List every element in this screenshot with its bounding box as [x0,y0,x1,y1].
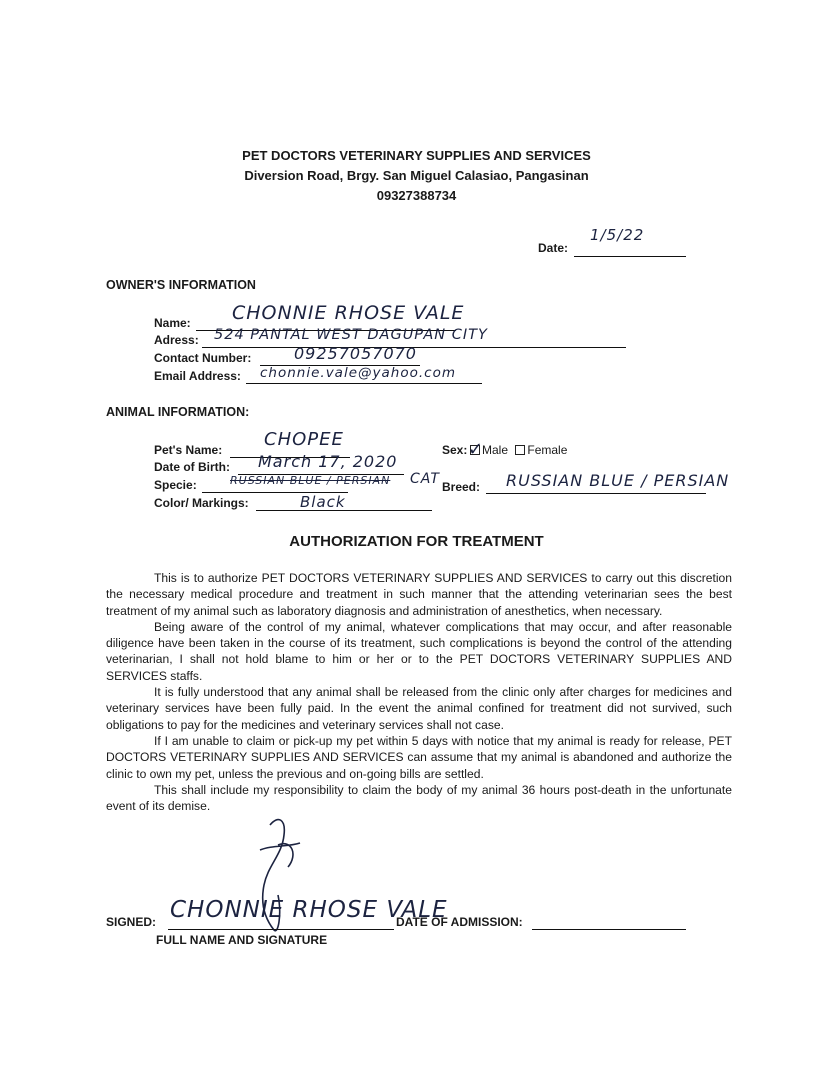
contact-number-label: Contact Number: [154,351,252,365]
sex-female-checkbox[interactable] [515,445,525,455]
owner-address-label: Adress: [154,333,199,347]
date-field[interactable] [538,226,688,260]
paragraph: If I am unable to claim or pick-up my pet within 5 days with notice that my animal is ready for release, PET DOCTORS VETERINARY SUPPLIES AND SERVICES can assume that my animal is abandoned and authorize the clinic to own my pet, unless the previous and on-going bills are settled. [106,733,732,781]
date-of-admission-label: DATE OF ADMISSION: [396,915,523,929]
dob-label: Date of Birth: [154,460,230,474]
specie-value: CAT [410,471,440,487]
color-markings-value: Black [300,493,346,511]
breed-label: Breed: [442,480,481,494]
sex-male-label: Male [482,443,509,457]
animal-info-heading: ANIMAL INFORMATION: [106,405,250,419]
sex-male-checkbox[interactable] [468,439,484,459]
paragraph: This is to authorize PET DOCTORS VETERINARY SUPPLIES AND SERVICES to carry out this discretion the necessary medical procedure and treatment in such manner that the attending veterinarian sees the best treatment of my animal such as laboratory diagnosis and administration of anesthetics, when necessary. [106,571,732,618]
full-name-and-signature-label: FULL NAME AND SIGNATURE [156,933,328,947]
signature-row [106,895,706,955]
paragraph: It is fully understood that any animal shall be released from the clinic only after charges for medicines and veterinary services have been fully paid. In the event the animal confined for treatment did not survived, such obligations to pay for the medicines and veterinary services shall not case. [106,685,732,732]
pet-name-value: CHOPEE [264,429,344,450]
contact-number-value: 09257057070 [294,344,417,363]
sex-label: Sex: [442,443,468,457]
signed-label: SIGNED: [106,915,157,929]
pet-name-label: Pet's Name: [154,443,223,457]
signed-line[interactable] [168,929,394,930]
email-address-line[interactable] [246,383,482,384]
dob-value: March 17, 2020 [258,452,398,471]
color-markings-label: Color/ Markings: [154,496,249,510]
owner-info-heading: OWNER'S INFORMATION [106,278,256,292]
clinic-phone: 09327388734 [376,188,457,203]
date-label: Date: [538,241,569,255]
authorization-body [106,570,732,814]
paragraph: This shall include my responsibility to claim the body of my animal 36 hours post-death in the unfortunate event of its demise. [106,782,732,814]
date-line [574,256,686,257]
owner-name-value: CHONNIE RHOSE VALE [232,302,465,324]
email-address-value: chonnie.vale@yahoo.com [260,365,456,381]
breed-line[interactable] [486,493,706,494]
signed-value: CHONNIE RHOSE VALE [170,897,448,923]
check-mark-icon: ✓ [468,439,484,459]
specie-label: Specie: [154,478,197,492]
specie-struck-text: RUSSIAN BLUE / PERSIAN [230,474,391,487]
date-of-admission-line[interactable] [532,929,686,930]
owner-address-value: 524 PANTAL WEST DAGUPAN CITY [214,327,488,343]
email-address-label: Email Address: [154,369,241,383]
owner-name-label: Name: [154,316,191,330]
authorization-title: AUTHORIZATION FOR TREATMENT [289,533,544,550]
breed-value: RUSSIAN BLUE / PERSIAN [506,471,730,490]
sex-female-label: Female [527,443,568,457]
clinic-name: PET DOCTORS VETERINARY SUPPLIES AND SERVICES [242,148,591,163]
sex-options [468,439,568,459]
paragraph: Being aware of the control of my animal, whatever complications that may occur, and after reasonable diligence have been taken in the course of its treatment, such complications is beyond the control of the attending veterinarian, I shall not hold blame to him or her or to the PET DOCTORS VETERINARY SUPPLIES AND SERVICES staffs. [106,619,732,683]
clinic-header [0,146,833,206]
date-value: 1/5/22 [590,226,645,244]
clinic-address: Diversion Road, Brgy. San Miguel Calasiao, Pangasinan [244,168,589,183]
